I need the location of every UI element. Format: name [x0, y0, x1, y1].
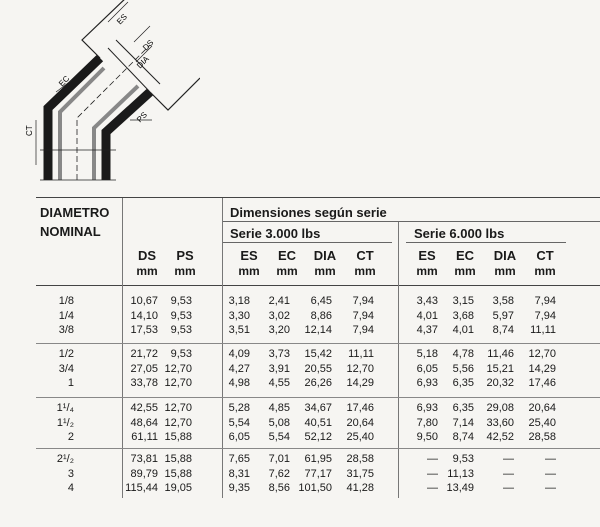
table-cell: 3,58	[492, 295, 514, 307]
table-cell: 17,53	[130, 324, 158, 336]
separator-nominal	[122, 198, 123, 498]
table-cell: 9,50	[416, 431, 438, 443]
table-cell: 31,75	[346, 467, 374, 480]
table-cell: 4,09	[228, 348, 250, 360]
column-unit-0: mm	[136, 264, 158, 278]
table-cell: 5,28	[228, 402, 250, 414]
table-cell: 2,41	[268, 295, 290, 307]
table-cell: 42,55	[130, 402, 158, 414]
table-cell: 3,30	[228, 309, 250, 322]
table-cell: 28,58	[346, 453, 374, 465]
column-unit-1: mm	[174, 264, 196, 278]
table-cell: 21,72	[130, 348, 158, 360]
table-cell: 12,70	[346, 362, 374, 375]
column-header-es-6: ES	[418, 248, 436, 263]
table-cell: 9,53	[170, 348, 192, 360]
table-cell: 25,40	[346, 431, 374, 443]
label-ec: EC	[57, 74, 72, 89]
nominal-size: 1/8	[58, 295, 74, 307]
table-cell: 11,11	[348, 348, 374, 360]
table-cell: 4,01	[416, 309, 438, 322]
table-cell: 8,31	[228, 467, 250, 480]
table-cell: —	[503, 482, 514, 494]
group-rule	[36, 448, 600, 449]
table-cell: 6,93	[416, 377, 438, 389]
label-dia: DIA	[135, 54, 151, 71]
label-ps: PS	[135, 110, 149, 125]
table-cell: 5,08	[268, 416, 290, 429]
table-cell: 14,10	[130, 309, 158, 322]
table-cell: 3,20	[268, 324, 290, 336]
header-sub-rule	[222, 242, 392, 243]
table-cell: 12,70	[164, 377, 192, 389]
table-cell: 7,94	[352, 295, 374, 307]
table-cell: 33,78	[130, 377, 158, 389]
table-cell: 5,18	[416, 348, 438, 360]
label-ct: CT	[25, 125, 34, 136]
nominal-size: 3/8	[58, 324, 74, 336]
table-cell: 40,51	[304, 416, 332, 429]
table-cell: 7,94	[534, 309, 556, 322]
label-ds: DS	[141, 38, 156, 53]
column-unit-4: mm	[314, 264, 336, 278]
table-cell: 9,53	[452, 453, 474, 465]
table-cell: 3,91	[268, 362, 290, 375]
table-cell: 3,51	[228, 324, 250, 336]
table-cell: 29,08	[486, 402, 514, 414]
table-cell: 11,46	[487, 348, 514, 360]
table-cell: 89,79	[130, 467, 158, 480]
column-header-ds-0: DS	[137, 248, 157, 263]
table-cell: 10,67	[130, 295, 158, 307]
table-cell: 61,95	[304, 453, 332, 465]
table-top-rule	[36, 197, 600, 198]
table-cell: 4,55	[268, 377, 290, 389]
table-cell: 42,52	[486, 431, 514, 443]
table-cell: —	[427, 453, 438, 465]
table-cell: 3,43	[416, 295, 438, 307]
nominal-size: 4	[67, 482, 74, 494]
table-cell: 48,64	[130, 416, 158, 429]
table-cell: 20,55	[304, 362, 332, 375]
column-unit-2: mm	[238, 264, 260, 278]
table-cell: 3,68	[452, 309, 474, 322]
column-header-ct-5: CT	[356, 248, 374, 263]
table-cell: 15,88	[164, 453, 192, 465]
column-header-ps-1: PS	[176, 248, 194, 263]
nominal-size: 1/4	[58, 309, 74, 322]
group-rule	[36, 343, 600, 344]
table-cell: 15,42	[304, 348, 332, 360]
table-cell: 12,70	[164, 362, 192, 375]
table-cell: 6,35	[452, 377, 474, 389]
table-cell: 7,80	[416, 416, 438, 429]
column-header-dia-4: DIA	[313, 248, 337, 263]
table-cell: 8,86	[310, 309, 332, 322]
table-cell: 20,64	[346, 416, 374, 429]
column-unit-9: mm	[534, 264, 556, 278]
label-es: ES	[115, 12, 129, 27]
table-cell: 6,35	[452, 402, 474, 414]
table-cell: 12,70	[164, 402, 192, 414]
table-cell: —	[545, 453, 556, 465]
header-mid-rule	[222, 221, 600, 222]
table-cell: 7,62	[268, 467, 290, 480]
nominal-size: 2	[67, 431, 74, 443]
table-cell: 4,78	[452, 348, 474, 360]
nominal-size: 3	[67, 467, 74, 480]
table-cell: 8,56	[268, 482, 290, 494]
table-cell: 7,94	[352, 309, 374, 322]
table-cell: 26,26	[304, 377, 332, 389]
nominal-size: 3/4	[58, 362, 74, 375]
table-cell: 19,05	[164, 482, 192, 494]
table-cell: 6,93	[416, 402, 438, 414]
elbow-diagram	[0, 0, 200, 190]
table-cell: 17,46	[346, 402, 374, 414]
column-unit-3: mm	[276, 264, 298, 278]
table-cell: 52,12	[304, 431, 332, 443]
table-cell: 7,94	[352, 324, 374, 336]
table-cell: 12,70	[164, 416, 192, 429]
table-cell: 4,98	[228, 377, 250, 389]
table-cell: 3,02	[268, 309, 290, 322]
table-cell: 77,17	[304, 467, 332, 480]
table-cell: 101,50	[298, 482, 332, 494]
column-unit-7: mm	[454, 264, 476, 278]
column-header-dia-8: DIA	[493, 248, 517, 263]
table-cell: 27,05	[130, 362, 158, 375]
nominal-size: 2¹/₂	[56, 453, 74, 465]
table-cell: 15,88	[164, 431, 192, 443]
dimensiones-heading: Dimensiones según serie	[230, 205, 387, 220]
nominal-size: 1¹/₂	[56, 416, 74, 429]
table-cell: —	[427, 467, 438, 480]
table-cell: —	[545, 467, 556, 480]
table-cell: 9,53	[170, 295, 192, 307]
table-cell: 8,74	[492, 324, 514, 336]
table-cell: 5,54	[268, 431, 290, 443]
table-cell: 13,49	[446, 482, 474, 494]
table-cell: 4,27	[228, 362, 250, 375]
table-cell: 6,05	[228, 431, 250, 443]
table-cell: 6,45	[310, 295, 332, 307]
table-cell: 9,53	[170, 324, 192, 336]
table-cell: 41,28	[346, 482, 374, 494]
table-cell: 4,01	[452, 324, 474, 336]
table-cell: 3,73	[268, 348, 290, 360]
table-cell: 5,56	[452, 362, 474, 375]
table-cell: —	[503, 453, 514, 465]
table-cell: 115,44	[125, 482, 158, 494]
table-cell: —	[503, 467, 514, 480]
table-cell: 28,58	[528, 431, 556, 443]
table-cell: 12,14	[304, 324, 332, 336]
group-rule	[36, 397, 600, 398]
column-unit-8: mm	[494, 264, 516, 278]
table-cell: 6,05	[416, 362, 438, 375]
column-header-ec-3: EC	[277, 248, 297, 263]
serie-3000-heading: Serie 3.000 lbs	[230, 226, 321, 241]
table-cell: 5,54	[228, 416, 250, 429]
table-cell: 17,46	[528, 377, 556, 389]
table-cell: 8,74	[452, 431, 474, 443]
table-cell: 14,29	[528, 362, 556, 375]
table-cell: 7,65	[228, 453, 250, 465]
column-unit-5: mm	[354, 264, 376, 278]
table-cell: 4,37	[416, 324, 438, 336]
table-cell: 34,67	[304, 402, 332, 414]
nominal-size: 1	[67, 377, 74, 389]
nominal-size: 1¹/₄	[56, 402, 74, 414]
table-cell: 11,13	[447, 467, 474, 480]
column-header-es-2: ES	[240, 248, 258, 263]
table-cell: 61,11	[131, 431, 158, 443]
nominal-heading: NOMINAL	[40, 224, 101, 239]
diametro-heading: DIAMETRO	[40, 205, 110, 220]
table-cell: 15,21	[486, 362, 514, 375]
table-cell: 20,32	[486, 377, 514, 389]
separator-serie-6000	[398, 222, 399, 498]
serie-6000-heading: Serie 6.000 lbs	[414, 226, 505, 241]
table-cell: 33,60	[486, 416, 514, 429]
table-cell: —	[545, 482, 556, 494]
table-cell: 9,53	[170, 309, 192, 322]
header-sub-rule-2	[406, 242, 566, 243]
table-cell: 7,14	[452, 416, 474, 429]
table-cell: 11,11	[530, 324, 556, 336]
table-cell: 73,81	[130, 453, 158, 465]
table-cell: 7,94	[534, 295, 556, 307]
column-header-ec-7: EC	[455, 248, 475, 263]
table-cell: 15,88	[164, 467, 192, 480]
table-cell: 9,35	[228, 482, 250, 494]
nominal-size: 1/2	[58, 348, 74, 360]
table-cell: 14,29	[346, 377, 374, 389]
table-cell: 3,15	[452, 295, 474, 307]
table-cell: 7,01	[268, 453, 290, 465]
table-cell: —	[427, 482, 438, 494]
separator-serie-3000	[222, 198, 223, 498]
table-cell: 20,64	[528, 402, 556, 414]
column-header-ct-9: CT	[536, 248, 554, 263]
table-cell: 4,85	[268, 402, 290, 414]
column-unit-6: mm	[416, 264, 438, 278]
table-cell: 5,97	[492, 309, 514, 322]
table-cell: 3,18	[228, 295, 250, 307]
table-cell: 12,70	[528, 348, 556, 360]
header-bottom-rule	[36, 285, 600, 286]
table-cell: 25,40	[528, 416, 556, 429]
